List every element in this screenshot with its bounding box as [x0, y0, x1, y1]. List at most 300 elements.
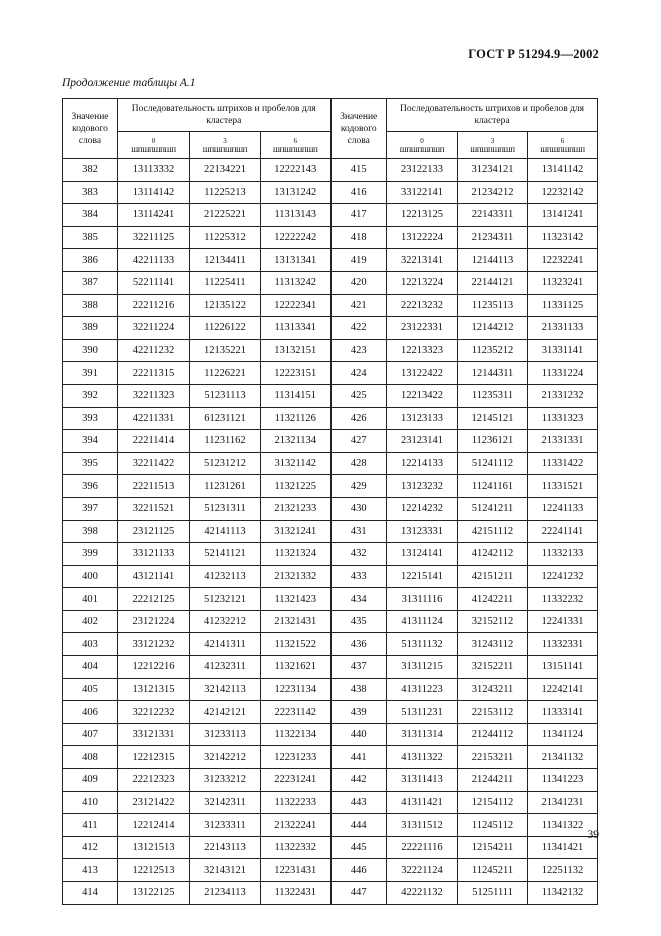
- codeword-value-cell: 434: [331, 588, 387, 611]
- table-row: [63, 249, 598, 272]
- cluster-3-cell: 22144121: [458, 271, 528, 294]
- cluster-label: 6: [293, 136, 297, 145]
- cluster-3-cell: 11226221: [190, 362, 261, 385]
- codeword-value-cell: 415: [331, 159, 387, 182]
- codeword-value-cell: 401: [63, 588, 118, 611]
- cluster-6-cell: 21331232: [528, 384, 598, 407]
- cluster-0-cell: 42211331: [118, 407, 190, 430]
- cluster-pattern: шпшпшпшп: [540, 143, 585, 154]
- cluster-3-cell: 21234113: [190, 882, 261, 905]
- cluster-label: 6: [560, 136, 565, 145]
- cluster-6-cell: 11333141: [528, 701, 598, 724]
- cluster-3-cell: 11241161: [458, 475, 528, 498]
- table-row: [63, 610, 598, 633]
- codeword-value-cell: 444: [331, 814, 387, 837]
- cluster-3-cell: 41232311: [190, 656, 261, 679]
- cluster-0-cell: 12214133: [387, 452, 458, 475]
- table-row: [63, 814, 598, 837]
- cluster-6-cell: 13141241: [528, 204, 598, 227]
- codeword-value-cell: 430: [331, 497, 387, 520]
- cluster-3-cell: 11235212: [458, 339, 528, 362]
- cluster-3-cell: 51231212: [190, 452, 261, 475]
- codeword-value-cell: 439: [331, 701, 387, 724]
- cluster-header: [261, 132, 331, 159]
- codeword-value-cell: 428: [331, 452, 387, 475]
- cluster-6-cell: 11332133: [528, 543, 598, 566]
- cluster-0-cell: 33121133: [118, 543, 190, 566]
- cluster-3-cell: 12154211: [458, 836, 528, 859]
- cluster-6-cell: 11313242: [261, 271, 331, 294]
- cluster-6-cell: 11323241: [528, 271, 598, 294]
- cluster-0-cell: 12212513: [118, 859, 190, 882]
- cluster-6-cell: 11322332: [261, 836, 331, 859]
- cluster-label: 0: [151, 136, 156, 145]
- cluster-3-cell: 31243211: [458, 678, 528, 701]
- cluster-6-cell: 21321233: [261, 497, 331, 520]
- codeword-value-cell: 396: [63, 475, 118, 498]
- codeword-value-cell: 410: [63, 791, 118, 814]
- codeword-value-cell: 384: [63, 204, 118, 227]
- codeword-value-cell: 400: [63, 565, 118, 588]
- codeword-value-cell: 386: [63, 249, 118, 272]
- cluster-0-cell: 12212315: [118, 746, 190, 769]
- cluster-0-cell: 32211125: [118, 226, 190, 249]
- cluster-3-cell: 22143311: [458, 204, 528, 227]
- codeword-table: [62, 98, 598, 905]
- codeword-value-cell: 429: [331, 475, 387, 498]
- codeword-value-cell: 406: [63, 701, 118, 724]
- cluster-0-cell: 31311413: [387, 769, 458, 792]
- cluster-0-cell: 32221124: [387, 859, 458, 882]
- cluster-0-cell: 32211422: [118, 452, 190, 475]
- table-row: [63, 746, 598, 769]
- cluster-3-cell: 31243112: [458, 633, 528, 656]
- cluster-6-cell: 12232142: [528, 181, 598, 204]
- cluster-6-cell: 31331141: [528, 339, 598, 362]
- codeword-value-cell: 382: [63, 159, 118, 182]
- codeword-value-cell: 442: [331, 769, 387, 792]
- cluster-3-cell: 32142212: [190, 746, 261, 769]
- cluster-6-cell: 11321225: [261, 475, 331, 498]
- cluster-header: [118, 132, 190, 159]
- cluster-6-cell: 22231241: [261, 769, 331, 792]
- cluster-0-cell: 23121224: [118, 610, 190, 633]
- codeword-value-cell: 397: [63, 497, 118, 520]
- cluster-3-cell: 42151211: [458, 565, 528, 588]
- cluster-6-cell: 12222341: [261, 294, 331, 317]
- cluster-3-cell: 41232113: [190, 565, 261, 588]
- cluster-0-cell: 41311223: [387, 678, 458, 701]
- cluster-3-cell: 42142121: [190, 701, 261, 724]
- codeword-value-cell: 419: [331, 249, 387, 272]
- cluster-0-cell: 12212216: [118, 656, 190, 679]
- codeword-value-cell: 390: [63, 339, 118, 362]
- cluster-6-cell: 11321126: [261, 407, 331, 430]
- cluster-0-cell: 13123133: [387, 407, 458, 430]
- cluster-6-cell: 21341231: [528, 791, 598, 814]
- cluster-6-cell: 13141142: [528, 159, 598, 182]
- cluster-6-cell: 12231134: [261, 678, 331, 701]
- cluster-0-cell: 13121315: [118, 678, 190, 701]
- cluster-3-cell: 31233311: [190, 814, 261, 837]
- table-row: [63, 701, 598, 724]
- cluster-3-cell: 52141121: [190, 543, 261, 566]
- codeword-value-cell: 421: [331, 294, 387, 317]
- cluster-0-cell: 32212232: [118, 701, 190, 724]
- table-row: [63, 723, 598, 746]
- table-row: [63, 384, 598, 407]
- cluster-0-cell: 13124141: [387, 543, 458, 566]
- cluster-3-cell: 12144113: [458, 249, 528, 272]
- table-row: [63, 452, 598, 475]
- cluster-6-cell: 11332331: [528, 633, 598, 656]
- cluster-0-cell: 42211133: [118, 249, 190, 272]
- table-row: [63, 882, 598, 905]
- cluster-3-cell: 12134411: [190, 249, 261, 272]
- cluster-0-cell: 32211224: [118, 317, 190, 340]
- cluster-label: 3: [490, 136, 495, 145]
- codeword-value-cell: 433: [331, 565, 387, 588]
- cluster-label: 3: [223, 136, 227, 145]
- cluster-0-cell: 13123331: [387, 520, 458, 543]
- cluster-6-cell: 12231233: [261, 746, 331, 769]
- cluster-0-cell: 12212414: [118, 814, 190, 837]
- cluster-header: [387, 132, 458, 159]
- cluster-6-cell: 22231142: [261, 701, 331, 724]
- cluster-6-cell: 12241232: [528, 565, 598, 588]
- codeword-value-cell: 416: [331, 181, 387, 204]
- table-row: [63, 543, 598, 566]
- table-row: [63, 181, 598, 204]
- cluster-3-cell: 41232212: [190, 610, 261, 633]
- cluster-0-cell: 32211323: [118, 384, 190, 407]
- value-column-header: Значение кодового слова: [63, 99, 118, 159]
- cluster-0-cell: 13121513: [118, 836, 190, 859]
- cluster-6-cell: 22241141: [528, 520, 598, 543]
- cluster-3-cell: 12135122: [190, 294, 261, 317]
- table-row: [63, 678, 598, 701]
- cluster-0-cell: 12213125: [387, 204, 458, 227]
- table-row: [63, 836, 598, 859]
- codeword-value-cell: 411: [63, 814, 118, 837]
- cluster-3-cell: 22153112: [458, 701, 528, 724]
- codeword-value-cell: 398: [63, 520, 118, 543]
- cluster-0-cell: 22211414: [118, 430, 190, 453]
- cluster-pattern: шпшпшпшп: [131, 143, 176, 154]
- cluster-3-cell: 41242211: [458, 588, 528, 611]
- cluster-6-cell: 11321423: [261, 588, 331, 611]
- cluster-header: [458, 132, 528, 159]
- codeword-value-cell: 394: [63, 430, 118, 453]
- cluster-0-cell: 13113332: [118, 159, 190, 182]
- cluster-3-cell: 21244211: [458, 769, 528, 792]
- cluster-6-cell: 13151141: [528, 656, 598, 679]
- cluster-0-cell: 31311512: [387, 814, 458, 837]
- cluster-0-cell: 22211216: [118, 294, 190, 317]
- cluster-0-cell: 12213422: [387, 384, 458, 407]
- codeword-value-cell: 427: [331, 430, 387, 453]
- cluster-6-cell: 12241133: [528, 497, 598, 520]
- cluster-6-cell: 21331133: [528, 317, 598, 340]
- cluster-3-cell: 22134221: [190, 159, 261, 182]
- cluster-3-cell: 51231311: [190, 497, 261, 520]
- cluster-0-cell: 31311215: [387, 656, 458, 679]
- cluster-6-cell: 11331422: [528, 452, 598, 475]
- cluster-3-cell: 11235311: [458, 384, 528, 407]
- cluster-3-cell: 12144311: [458, 362, 528, 385]
- table-row: [63, 204, 598, 227]
- cluster-0-cell: 22221116: [387, 836, 458, 859]
- cluster-pattern: шпшпшпшп: [399, 143, 445, 154]
- cluster-3-cell: 31233212: [190, 769, 261, 792]
- table-continuation-caption: Продолжение таблицы А.1: [62, 77, 196, 89]
- cluster-3-cell: 32142113: [190, 678, 261, 701]
- codeword-value-cell: 420: [331, 271, 387, 294]
- cluster-6-cell: 12241331: [528, 610, 598, 633]
- table-row: [63, 317, 598, 340]
- codeword-value-cell: 424: [331, 362, 387, 385]
- cluster-3-cell: 51241211: [458, 497, 528, 520]
- cluster-3-cell: 21234212: [458, 181, 528, 204]
- cluster-3-cell: 51231113: [190, 384, 261, 407]
- cluster-3-cell: 22153211: [458, 746, 528, 769]
- cluster-6-cell: 21331331: [528, 430, 598, 453]
- cluster-0-cell: 13122224: [387, 226, 458, 249]
- cluster-6-cell: 12223151: [261, 362, 331, 385]
- cluster-6-cell: 31321142: [261, 452, 331, 475]
- codeword-value-cell: 409: [63, 769, 118, 792]
- cluster-0-cell: 22212125: [118, 588, 190, 611]
- codeword-value-cell: 436: [331, 633, 387, 656]
- cluster-3-cell: 42151112: [458, 520, 528, 543]
- cluster-6-cell: 31321241: [261, 520, 331, 543]
- cluster-3-cell: 21244112: [458, 723, 528, 746]
- codeword-value-cell: 446: [331, 859, 387, 882]
- cluster-0-cell: 52211141: [118, 271, 190, 294]
- cluster-0-cell: 12214232: [387, 497, 458, 520]
- cluster-6-cell: 12231431: [261, 859, 331, 882]
- table-row: [63, 339, 598, 362]
- cluster-3-cell: 31233113: [190, 723, 261, 746]
- codeword-value-cell: 437: [331, 656, 387, 679]
- cluster-3-cell: 51241112: [458, 452, 528, 475]
- cluster-0-cell: 23122133: [387, 159, 458, 182]
- cluster-6-cell: 12251132: [528, 859, 598, 882]
- cluster-6-cell: 11331323: [528, 407, 598, 430]
- cluster-6-cell: 13132151: [261, 339, 331, 362]
- cluster-0-cell: 13114142: [118, 181, 190, 204]
- cluster-3-cell: 32152112: [458, 610, 528, 633]
- cluster-0-cell: 32211521: [118, 497, 190, 520]
- codeword-value-cell: 431: [331, 520, 387, 543]
- cluster-0-cell: 41311322: [387, 746, 458, 769]
- codeword-value-cell: 412: [63, 836, 118, 859]
- cluster-6-cell: 11321324: [261, 543, 331, 566]
- table-body: [63, 159, 598, 905]
- codeword-value-cell: 432: [331, 543, 387, 566]
- codeword-value-cell: 402: [63, 610, 118, 633]
- codeword-value-cell: 407: [63, 723, 118, 746]
- codeword-value-cell: 388: [63, 294, 118, 317]
- table-row: [63, 271, 598, 294]
- codeword-value-cell: 425: [331, 384, 387, 407]
- table-row: [63, 226, 598, 249]
- cluster-0-cell: 41311421: [387, 791, 458, 814]
- codeword-value-cell: 383: [63, 181, 118, 204]
- cluster-3-cell: 22143113: [190, 836, 261, 859]
- cluster-3-cell: 32152211: [458, 656, 528, 679]
- cluster-6-cell: 11341124: [528, 723, 598, 746]
- sequence-column-header: Последовательность штрихов и пробелов для кластера: [387, 99, 598, 132]
- cluster-3-cell: 11231162: [190, 430, 261, 453]
- cluster-3-cell: 11226122: [190, 317, 261, 340]
- cluster-3-cell: 11236121: [458, 430, 528, 453]
- cluster-0-cell: 51311132: [387, 633, 458, 656]
- codeword-value-cell: 438: [331, 678, 387, 701]
- cluster-pattern: шпшпшпшп: [202, 143, 248, 154]
- cluster-6-cell: 11341223: [528, 769, 598, 792]
- table-row: [63, 633, 598, 656]
- cluster-6-cell: 11341421: [528, 836, 598, 859]
- cluster-6-cell: 11313341: [261, 317, 331, 340]
- cluster-6-cell: 21321134: [261, 430, 331, 453]
- cluster-6-cell: 11322134: [261, 723, 331, 746]
- cluster-0-cell: 31311116: [387, 588, 458, 611]
- cluster-0-cell: 13114241: [118, 204, 190, 227]
- standard-header: ГОСТ Р 51294.9—2002: [468, 47, 599, 61]
- codeword-value-cell: 422: [331, 317, 387, 340]
- cluster-0-cell: 33121232: [118, 633, 190, 656]
- cluster-6-cell: 21321332: [261, 565, 331, 588]
- cluster-0-cell: 33121331: [118, 723, 190, 746]
- cluster-6-cell: 21341132: [528, 746, 598, 769]
- table-row: [63, 859, 598, 882]
- cluster-0-cell: 51311231: [387, 701, 458, 724]
- cluster-3-cell: 21225221: [190, 204, 261, 227]
- cluster-3-cell: 42141113: [190, 520, 261, 543]
- cluster-6-cell: 11322233: [261, 791, 331, 814]
- cluster-0-cell: 12215141: [387, 565, 458, 588]
- cluster-0-cell: 22211513: [118, 475, 190, 498]
- table-row: [63, 407, 598, 430]
- codeword-value-cell: 447: [331, 882, 387, 905]
- cluster-3-cell: 32142311: [190, 791, 261, 814]
- cluster-0-cell: 43121141: [118, 565, 190, 588]
- cluster-0-cell: 13122125: [118, 882, 190, 905]
- value-column-header: Значение кодового слова: [331, 99, 387, 159]
- codeword-value-cell: 413: [63, 859, 118, 882]
- cluster-3-cell: 42141311: [190, 633, 261, 656]
- cluster-0-cell: 42211232: [118, 339, 190, 362]
- codeword-value-cell: 426: [331, 407, 387, 430]
- cluster-0-cell: 22212323: [118, 769, 190, 792]
- cluster-0-cell: 22211315: [118, 362, 190, 385]
- cluster-3-cell: 32143121: [190, 859, 261, 882]
- codeword-value-cell: 385: [63, 226, 118, 249]
- cluster-header: [190, 132, 261, 159]
- cluster-0-cell: 41311124: [387, 610, 458, 633]
- cluster-0-cell: 42221132: [387, 882, 458, 905]
- codeword-value-cell: 403: [63, 633, 118, 656]
- cluster-0-cell: 31311314: [387, 723, 458, 746]
- cluster-6-cell: 11323142: [528, 226, 598, 249]
- cluster-0-cell: 23121125: [118, 520, 190, 543]
- cluster-0-cell: 22213232: [387, 294, 458, 317]
- cluster-3-cell: 12144212: [458, 317, 528, 340]
- table-row: [63, 520, 598, 543]
- cluster-6-cell: 11321621: [261, 656, 331, 679]
- codeword-value-cell: 445: [331, 836, 387, 859]
- cluster-3-cell: 11225312: [190, 226, 261, 249]
- cluster-3-cell: 51232121: [190, 588, 261, 611]
- cluster-6-cell: 11321522: [261, 633, 331, 656]
- codeword-value-cell: 414: [63, 882, 118, 905]
- cluster-6-cell: 11342132: [528, 882, 598, 905]
- cluster-3-cell: 11235113: [458, 294, 528, 317]
- table-row: [63, 656, 598, 679]
- codeword-value-cell: 392: [63, 384, 118, 407]
- cluster-0-cell: 12213224: [387, 271, 458, 294]
- table-row: [63, 475, 598, 498]
- codeword-value-cell: 417: [331, 204, 387, 227]
- cluster-0-cell: 23123141: [387, 430, 458, 453]
- codeword-value-cell: 441: [331, 746, 387, 769]
- cluster-0-cell: 23122331: [387, 317, 458, 340]
- table-row: [63, 497, 598, 520]
- cluster-3-cell: 12154112: [458, 791, 528, 814]
- sequence-column-header: Последовательность штрихов и пробелов для кластера: [118, 99, 331, 132]
- cluster-6-cell: 11313143: [261, 204, 331, 227]
- cluster-6-cell: 11332232: [528, 588, 598, 611]
- cluster-0-cell: 12213323: [387, 339, 458, 362]
- codeword-value-cell: 435: [331, 610, 387, 633]
- codeword-value-cell: 405: [63, 678, 118, 701]
- table-row: [63, 294, 598, 317]
- cluster-0-cell: 13122422: [387, 362, 458, 385]
- cluster-6-cell: 11331224: [528, 362, 598, 385]
- cluster-label: 0: [420, 136, 424, 145]
- cluster-3-cell: 51251111: [458, 882, 528, 905]
- cluster-6-cell: 12222242: [261, 226, 331, 249]
- cluster-pattern: шпшпшпшп: [272, 143, 318, 154]
- cluster-6-cell: 11314151: [261, 384, 331, 407]
- cluster-0-cell: 32213141: [387, 249, 458, 272]
- cluster-6-cell: 13131242: [261, 181, 331, 204]
- cluster-6-cell: 12242141: [528, 678, 598, 701]
- cluster-6-cell: 21322241: [261, 814, 331, 837]
- codeword-value-cell: 404: [63, 656, 118, 679]
- codeword-value-cell: 399: [63, 543, 118, 566]
- table-row: [63, 565, 598, 588]
- cluster-3-cell: 61231121: [190, 407, 261, 430]
- cluster-3-cell: 11245211: [458, 859, 528, 882]
- table-row: [63, 362, 598, 385]
- cluster-6-cell: 11322431: [261, 882, 331, 905]
- codeword-value-cell: 408: [63, 746, 118, 769]
- cluster-3-cell: 11225213: [190, 181, 261, 204]
- table-row: [63, 430, 598, 453]
- cluster-3-cell: 31234121: [458, 159, 528, 182]
- table-row: [63, 769, 598, 792]
- table-row: [63, 588, 598, 611]
- codeword-value-cell: 418: [331, 226, 387, 249]
- cluster-3-cell: 12145121: [458, 407, 528, 430]
- codeword-value-cell: 443: [331, 791, 387, 814]
- codeword-value-cell: 389: [63, 317, 118, 340]
- cluster-3-cell: 21234311: [458, 226, 528, 249]
- cluster-3-cell: 11225411: [190, 271, 261, 294]
- cluster-0-cell: 33122141: [387, 181, 458, 204]
